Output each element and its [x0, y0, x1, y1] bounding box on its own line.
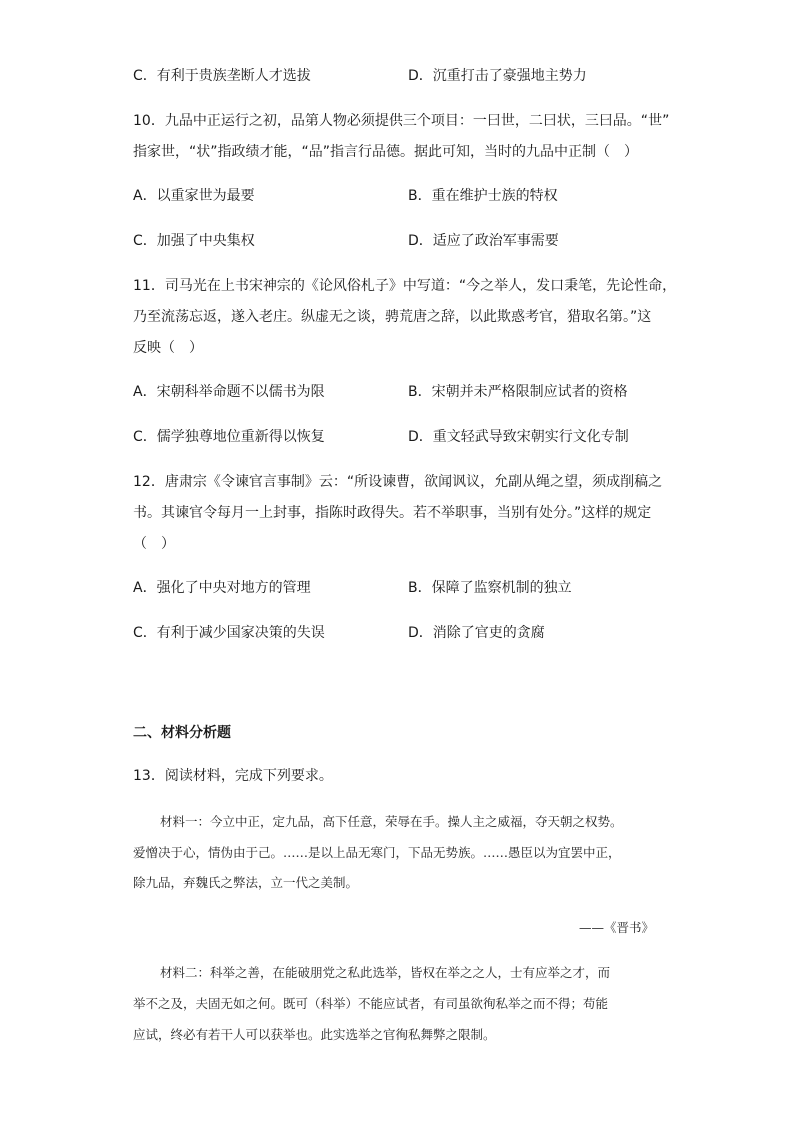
q10-option-d: D．适应了政治军事需要 — [408, 233, 559, 249]
material1-source: ——《晋书》 — [578, 920, 654, 935]
material1-line1: 材料一：今立中正，定九品，高下任意，荣辱在手。操人主之威福，夺天朝之权势。 — [160, 814, 623, 829]
q11-option-b: B．宋朝并未严格限制应试者的资格 — [408, 384, 628, 400]
material2-line2: 举不之及，夫固无如之何。既可（科举）不能应试者，有司虽欲徇私举之而不得；苟能 — [133, 996, 609, 1011]
q10-option-c: C．加强了中央集权 — [133, 233, 255, 249]
q10-stem-line2: 指家世，“状”指政绩才能，“品”指言行品德。据此可知，当时的九品中正制（ ） — [133, 144, 639, 160]
q12-stem-line3: （ ） — [133, 536, 175, 552]
q12-option-b: B．保障了监察机制的独立 — [408, 580, 572, 596]
q11-option-d: D．重文轻武导致宋朝实行文化专制 — [408, 429, 629, 445]
q9-option-d: D．沉重打击了豪强地主势力 — [408, 68, 587, 84]
q12-stem-line1: 12．唐肃宗《令谏官言事制》云：“所设谏曹，欲闻讽议，允副从绳之望，须成削稿之 — [133, 474, 663, 490]
material2-line3: 应试，终必有若干人可以获举也。此实选举之官徇私舞弊之限制。 — [133, 1027, 496, 1042]
q10-stem-line1: 10．九品中正运行之初，品第人物必须提供三个项目：一曰世，二曰状，三曰品。“世” — [133, 113, 670, 129]
q11-stem-line1: 11．司马光在上书宋神宗的《论风俗札子》中写道：“今之举人，发口秉笔，先论性命， — [133, 278, 677, 294]
q11-stem-line2: 乃至流荡忘返，遂入老庄。纵虚无之谈，骋荒唐之辞，以此欺惑考官，猎取名第。”这 — [133, 309, 652, 325]
q12-stem-line2: 书。其谏官令每月一上封事，指陈时政得失。若不举职事，当别有处分。”这样的规定 — [133, 505, 652, 521]
q12-option-d: D．消除了官吏的贪腐 — [408, 625, 545, 641]
q12-option-a: A．强化了中央对地方的管理 — [133, 580, 311, 596]
q12-option-c: C．有利于减少国家决策的失误 — [133, 625, 325, 641]
q11-option-c: C．儒学独尊地位重新得以恢复 — [133, 429, 325, 445]
section-title: 二、材料分析题 — [133, 725, 231, 741]
material1-line2: 爱憎决于心，情伪由于己。……是以上品无寒门，下品无势族。……愚臣以为宜罢中正， — [133, 845, 621, 860]
q13-stem: 13．阅读材料，完成下列要求。 — [133, 768, 333, 784]
q10-option-b: B．重在维护士族的特权 — [408, 188, 558, 204]
material1-line3: 除九品，弃魏氏之弊法，立一代之美制。 — [133, 875, 359, 890]
q10-option-a: A．以重家世为最要 — [133, 188, 255, 204]
q11-stem-line3: 反映（ ） — [133, 340, 203, 356]
material2-line1: 材料二：科举之善，在能破朋党之私此选举，皆权在举之之人，士有应举之才，而 — [160, 965, 611, 980]
q11-option-a: A．宋朝科举命题不以儒书为限 — [133, 384, 325, 400]
q9-option-c: C．有利于贵族垄断人才选拔 — [133, 68, 311, 84]
